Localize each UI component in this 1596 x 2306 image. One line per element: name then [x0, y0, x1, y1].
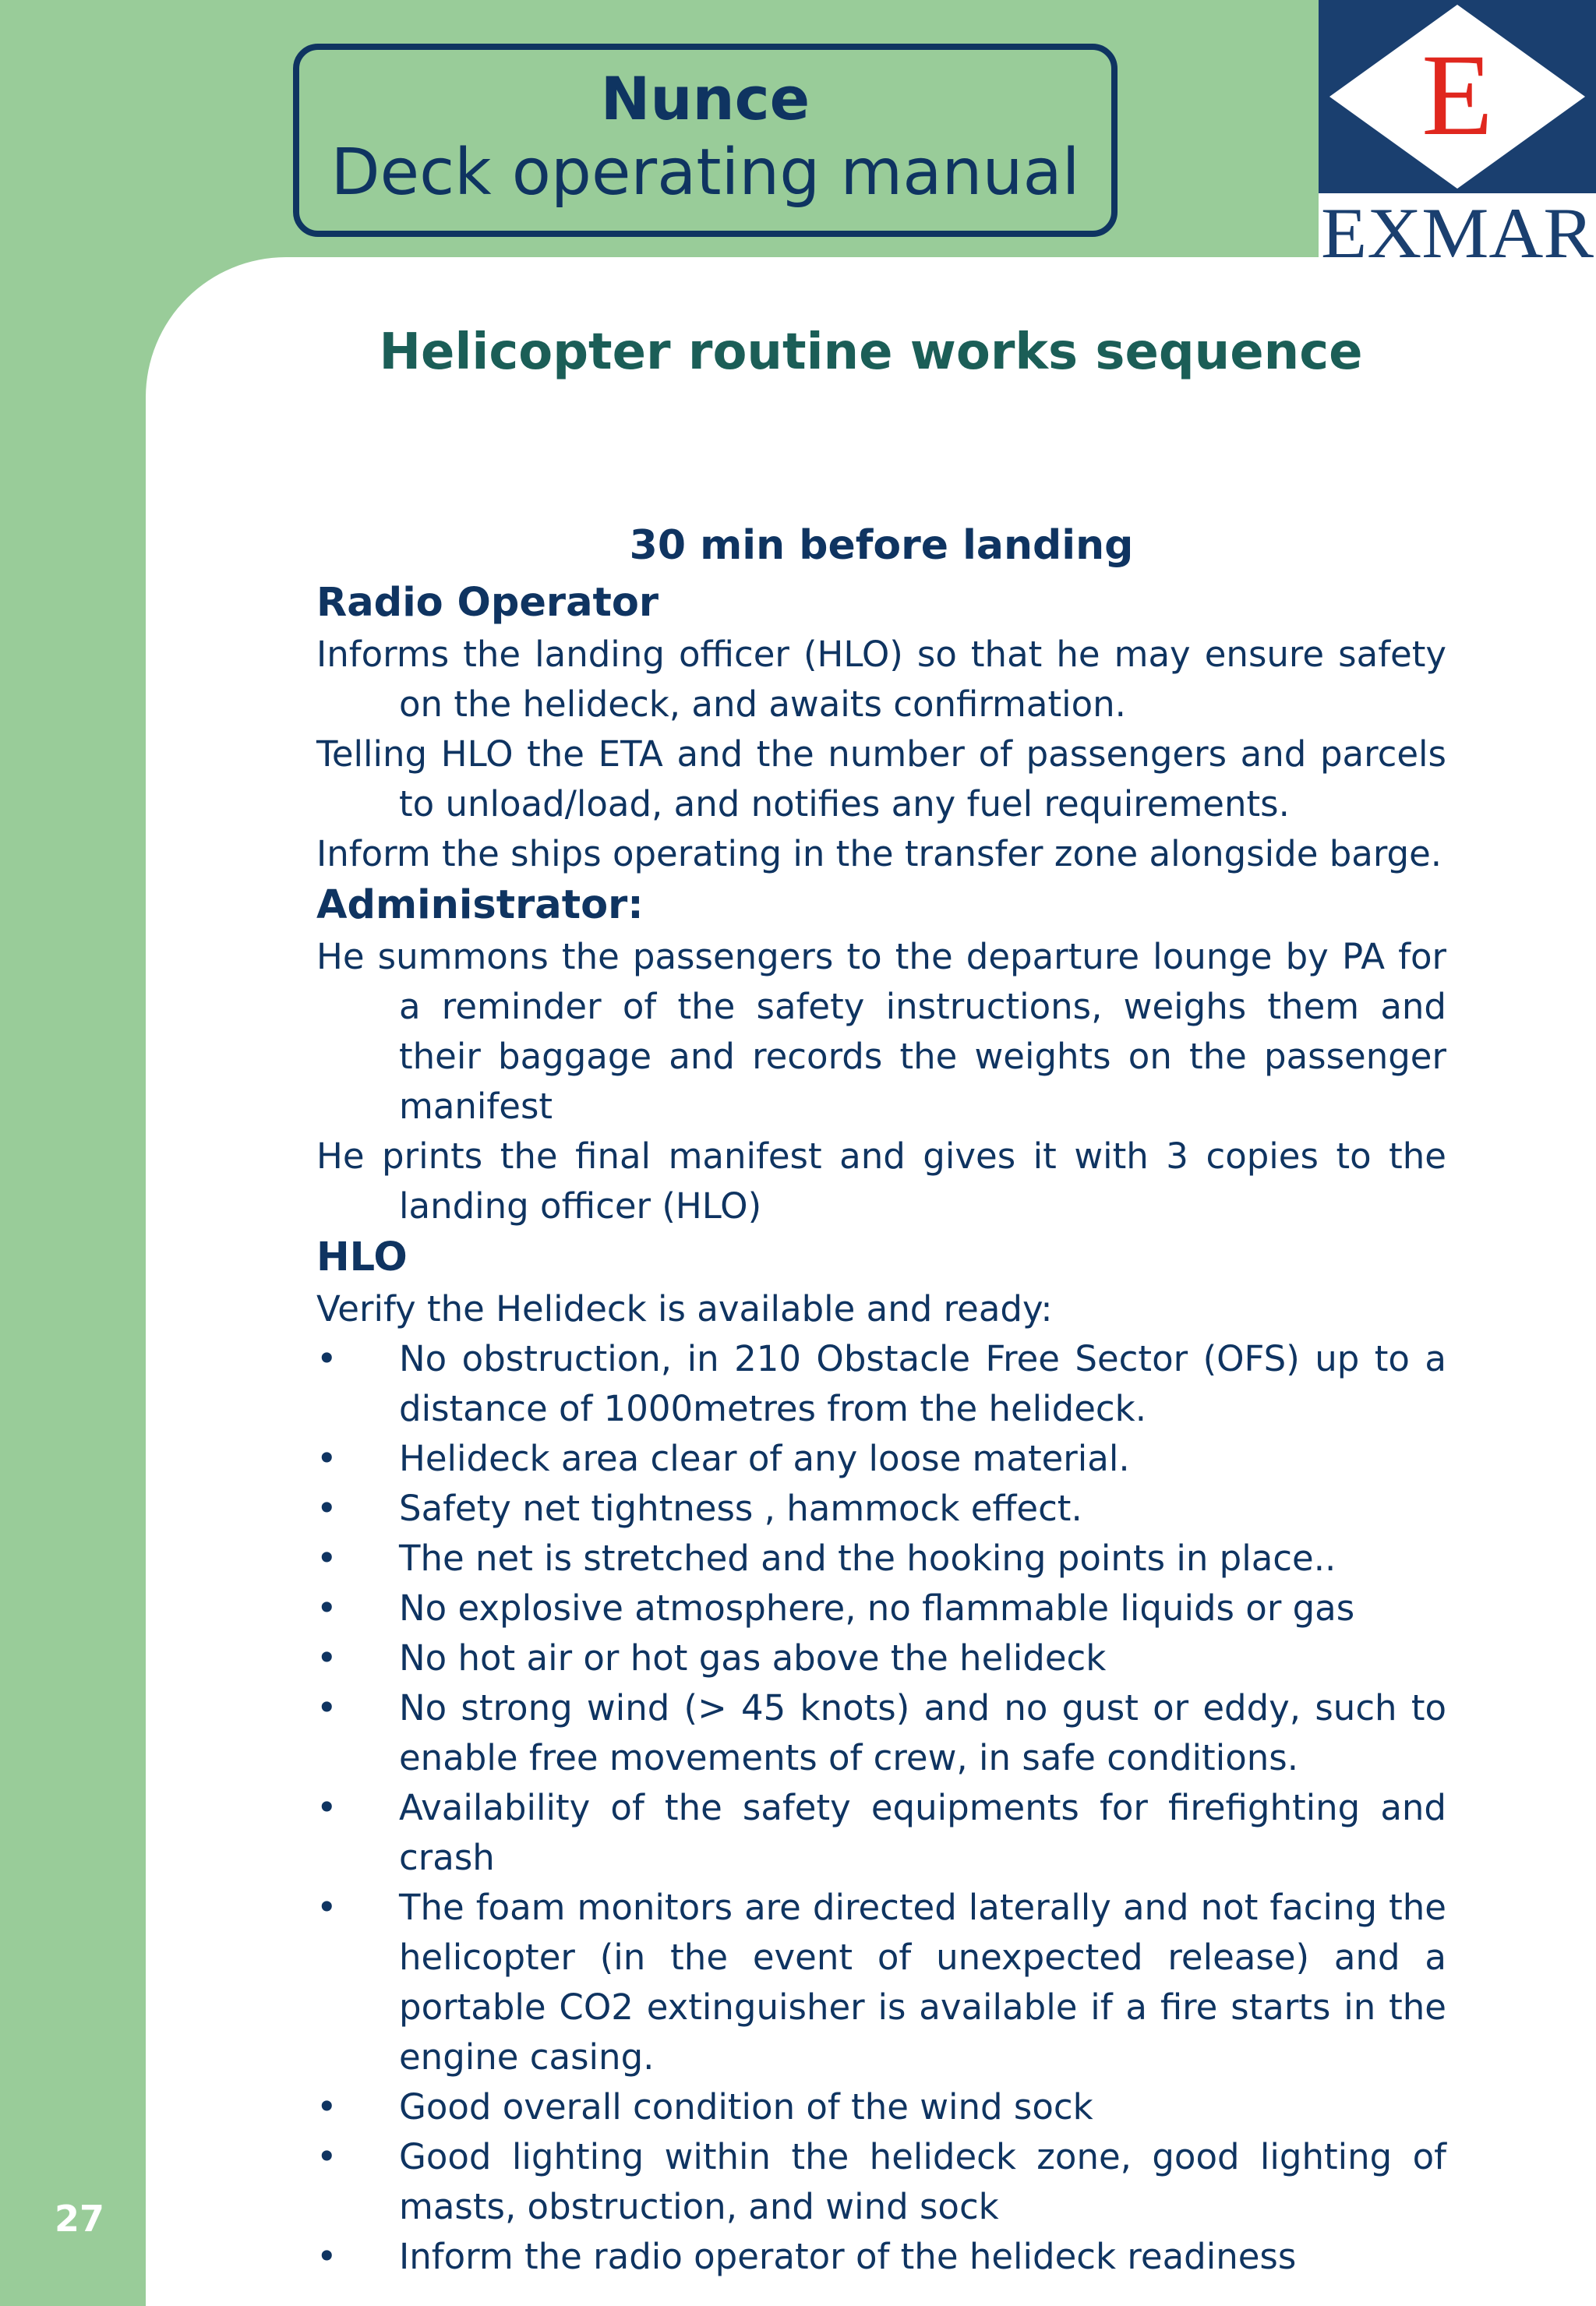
section-timing-heading: 30 min before landing: [629, 522, 1134, 569]
checklist-item-text: Safety net tightness , hammock effect.: [399, 1488, 1082, 1529]
checklist-item: [316, 1633, 1446, 1683]
radio-operator-heading: Radio Operator: [316, 580, 659, 626]
checklist-item-text: Good lighting within the helideck zone, good lighting of masts, obstruction, and wind sock: [399, 2136, 1446, 2227]
bullet-icon: •: [316, 1637, 337, 1679]
checklist-item-text: No strong wind (> 45 knots) and no gust or eddy, such to enable free movements of crew, in safe conditions.: [399, 1687, 1446, 1778]
manual-subtitle: Deck operating manual: [330, 136, 1080, 210]
bullet-icon: •: [316, 1587, 337, 1629]
bullet-icon: •: [316, 1488, 337, 1529]
checklist-item-text: No explosive atmosphere, no flammable liquids or gas: [399, 1587, 1355, 1629]
bullet-icon: •: [316, 1538, 337, 1579]
bullet-icon: •: [316, 1687, 337, 1729]
hlo-checklist: [316, 1334, 1446, 2282]
checklist-item: [316, 1534, 1446, 1584]
header-box: [293, 44, 1118, 237]
checklist-item: [316, 2082, 1446, 2132]
checklist-item-text: The net is stretched and the hooking points in place..: [399, 1538, 1336, 1579]
checklist-item-text: The foam monitors are directed laterally and not facing the helicopter (in the event of unexpected release) and a portable CO2 extinguisher is available if a fire starts in the engine casing.: [399, 1887, 1446, 2078]
manual-content: [316, 514, 1446, 2282]
bullet-icon: •: [316, 2236, 337, 2277]
radio-operator-paragraph: Informs the landing officer (HLO) so that he may ensure safety on the helideck, and awaits confirmation.: [316, 634, 1446, 725]
checklist-item: [316, 1584, 1446, 1633]
administrator-paragraph: He summons the passengers to the departure lounge by PA for a reminder of the safety instructions, weighs them and their baggage and records the weights on the passenger manifest: [316, 936, 1446, 1127]
bullet-icon: •: [316, 1338, 337, 1379]
bullet-icon: •: [316, 2086, 337, 2128]
hlo-intro: Verify the Helideck is available and ready:: [316, 1288, 1053, 1330]
checklist-item: [316, 1683, 1446, 1783]
administrator-heading: Administrator:: [316, 882, 644, 928]
radio-operator-paragraph: Inform the ships operating in the transfer zone alongside barge.: [316, 833, 1442, 874]
checklist-item-text: No obstruction, in 210 Obstacle Free Sector (OFS) up to a distance of 1000metres from the helideck.: [399, 1338, 1446, 1429]
checklist-item-text: Inform the radio operator of the helideck readiness: [399, 2236, 1297, 2277]
checklist-item-text: Helideck area clear of any loose material.: [399, 1438, 1130, 1479]
page-number: 27: [55, 2198, 105, 2240]
checklist-item: [316, 1484, 1446, 1534]
bullet-icon: •: [316, 2136, 337, 2177]
manual-title: Nunce: [600, 64, 810, 133]
exmar-logo: [1319, 0, 1596, 263]
page-heading: Helicopter routine works sequence: [379, 323, 1363, 381]
bullet-icon: •: [316, 1787, 337, 1828]
bullet-icon: •: [316, 1887, 337, 1928]
radio-operator-paragraph: Telling HLO the ETA and the number of passengers and parcels to unload/load, and notifies any fuel requirements.: [316, 733, 1446, 825]
checklist-item-text: Good overall condition of the wind sock: [399, 2086, 1093, 2128]
checklist-item: [316, 1883, 1446, 2082]
hlo-heading: HLO: [316, 1234, 408, 1280]
checklist-item: [316, 1783, 1446, 1883]
checklist-item-text: Availability of the safety equipments for firefighting and crash: [399, 1787, 1446, 1878]
checklist-item: [316, 1434, 1446, 1484]
administrator-paragraph: He prints the final manifest and gives it with 3 copies to the landing officer (HLO): [316, 1135, 1446, 1227]
exmar-logo-graphic: [1319, 0, 1596, 263]
checklist-item: [316, 1334, 1446, 1434]
bullet-icon: •: [316, 1438, 337, 1479]
logo-wordmark: EXMAR: [1321, 193, 1594, 263]
checklist-item-text: No hot air or hot gas above the helideck: [399, 1637, 1107, 1679]
logo-letter: E: [1421, 30, 1493, 160]
checklist-item: [316, 2232, 1446, 2282]
checklist-item: [316, 2132, 1446, 2232]
